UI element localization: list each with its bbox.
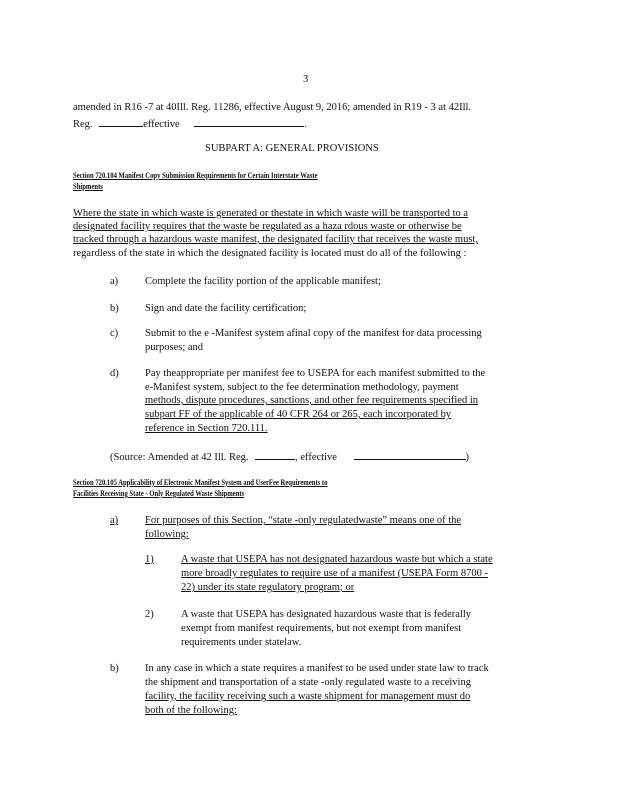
sub-item-text: A waste that USEPA has not designated hazardous waste but which a state bbox=[181, 554, 493, 565]
source-effective-label: , effective bbox=[295, 452, 337, 463]
list-item-text: reference in Section 720.111. bbox=[145, 423, 268, 434]
source-prefix: (Source: Amended at 42 Ill. Reg. bbox=[110, 452, 249, 463]
list-item-text: facility, the facility receiving such a waste shipment for management must do bbox=[145, 691, 471, 702]
list-item-text: Pay theappropriate per manifest fee to USEPA for each manifest submitted to the bbox=[145, 368, 486, 379]
list-item-text: e-Manifest system, subject to the fee determination methodology, payment bbox=[145, 382, 459, 393]
section-104-paragraph-line: Where the state in which waste is generated or thestate in which waste will be transported to a bbox=[73, 208, 469, 219]
list-item-label: c) bbox=[110, 328, 119, 339]
section-104-heading: Section 720.104 Manifest Copy Submission Requirements for Certain Interstate Waste bbox=[73, 171, 318, 180]
list-item-text: the shipment and transportation of a state -only regulated waste to a receiving bbox=[145, 677, 471, 688]
list-item-label: d) bbox=[110, 368, 119, 379]
amendment-history-line: amended in R16 -7 at 40Ill. Reg. 11286, effective August 9, 2016; amended in R19 - 3 at 42Ill. bbox=[73, 102, 472, 113]
subpart-title: SUBPART A: GENERAL PROVISIONS bbox=[205, 143, 379, 154]
page-number: 3 bbox=[303, 74, 309, 85]
source-effective-blank bbox=[354, 449, 466, 460]
list-item-text: For purposes of this Section, “state -only regulatedwaste” means one of the bbox=[145, 515, 462, 526]
source-reg-blank bbox=[255, 449, 295, 460]
list-item-label: b) bbox=[110, 303, 119, 314]
list-item-label: a) bbox=[110, 276, 119, 287]
sub-item-text: more broadly regulates to require use of a manifest (USEPA Form 8700 - bbox=[181, 568, 488, 579]
list-item-text: subpart FF of the applicable of 40 CFR 264 or 265, each incorporated by bbox=[145, 409, 452, 420]
list-item-text: methods, dispute procedures, sanctions, and other fee requirements specified in bbox=[145, 395, 478, 406]
list-item-text: In any case in which a state requires a manifest to be used under state law to track bbox=[145, 663, 489, 674]
list-item-text: Sign and date the facility certification; bbox=[145, 303, 307, 314]
reg-blank bbox=[99, 116, 143, 127]
list-item-text: purposes; and bbox=[145, 342, 204, 353]
list-item-label: a) bbox=[110, 515, 119, 526]
list-item-text: Complete the facility portion of the applicable manifest; bbox=[145, 276, 381, 287]
amendment-history-line-2: Reg. effective . bbox=[73, 116, 307, 132]
sub-item-label: 2) bbox=[145, 609, 154, 620]
source-note bbox=[110, 449, 469, 465]
list-item-text: both of the following: bbox=[145, 705, 237, 716]
effective-blank bbox=[194, 116, 304, 127]
section-104-paragraph-line: designated facility requires that the waste be regulated as a haza rdous waste or otherwise be bbox=[73, 221, 462, 232]
section-104-paragraph-line: regardless of the state in which the designated facility is located must do all of the following : bbox=[73, 248, 467, 259]
sub-item-label: 1) bbox=[145, 554, 154, 565]
sub-item-text: A waste that USEPA has designated hazardous waste that is federally bbox=[181, 609, 472, 620]
section-105-heading-line2: Facilities Receiving State - Only Regulated Waste Shipments bbox=[73, 489, 245, 498]
list-item-label: b) bbox=[110, 663, 119, 674]
source-close-paren: ) bbox=[465, 452, 470, 463]
list-item-text: following: bbox=[145, 529, 189, 540]
section-104-paragraph-line: tracked through a hazardous waste manifest, the designated facility that receives the waste must, bbox=[73, 234, 478, 245]
reg-label: Reg. bbox=[73, 119, 93, 130]
sub-item-text: requirements under statelaw. bbox=[181, 637, 302, 648]
section-104-heading-line2: Shipments bbox=[73, 182, 103, 191]
list-item-text: Submit to the e -Manifest system afinal copy of the manifest for data processing bbox=[145, 328, 482, 339]
sub-item-text: exempt from manifest requirements, but not exempt from manifest bbox=[181, 623, 462, 634]
section-105-heading: Section 720.105 Applicability of Electronic Manifest System and UserFee Requirements to bbox=[73, 478, 328, 487]
sub-item-text: 22) under its state regulatory program; or bbox=[181, 582, 355, 593]
effective-label: effective bbox=[143, 119, 180, 130]
